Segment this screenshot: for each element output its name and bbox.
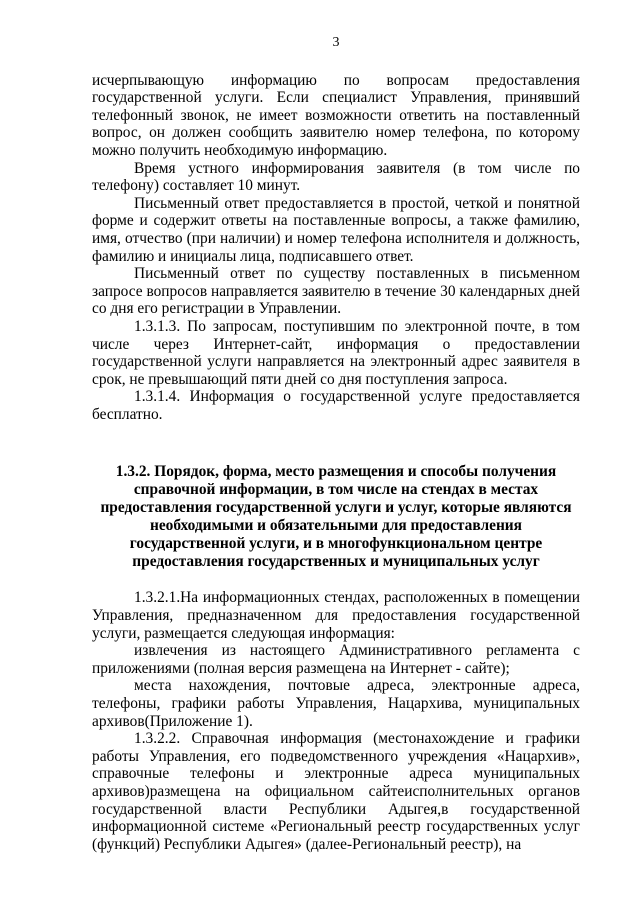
paragraph: 1.3.2.2. Справочная информация (местонахождение и графики работы Управления, его подведомственного учреждения «Нацархив», справочные телефоны и электронные адреса муниципальных архивов)размещена на официальном сайтеисполнительных органов государственной власти Республики Адыгея,в государственной информационной системе «Региональный реестр государственных услуг (функций) Республики Адыгея» (далее-Региональный реестр), на — [92, 730, 580, 853]
paragraph: Письменный ответ предоставляется в простой, четкой и понятной форме и содержит ответы на поставленные вопросы, а также фамилию, имя, отчество (при наличии) и номер телефона исполнителя и должность, фамилию и инициалы лица, подписавшего ответ. — [92, 194, 580, 265]
paragraph: извлечения из настоящего Административного регламента с приложениями (полная версия размещена на Интернет - сайте); — [92, 642, 580, 677]
paragraph: Письменный ответ по существу поставленных в письменном запросе вопросов направляется заявителю в течение 30 календарных дней со дня его регистрации в Управлении. — [92, 265, 580, 318]
paragraph: 1.3.1.4. Информация о государственной услуге предоставляется бесплатно. — [92, 388, 580, 423]
paragraph: 1.3.1.3. По запросам, поступившим по электронной почте, в том числе через Интернет-сайт, информация о предоставлении государственной услуги направляется на электронный адрес заявителя в срок, не превышающий пяти дней со дня поступления запроса. — [92, 317, 580, 388]
page-number: 3 — [332, 35, 340, 50]
paragraph: места нахождения, почтовые адреса, электронные адреса, телефоны, графики работы Управления, Нацархива, муниципальных архивов(Приложение 1). — [92, 677, 580, 730]
section-spacer — [92, 423, 580, 463]
paragraph: Время устного информирования заявителя (в том числе по телефону) составляет 10 минут. — [92, 159, 580, 195]
section-heading: 1.3.2. Порядок, форма, место размещения и способы получения справочной информации, в том числе на стендах в местах предоставления государственной услуги и услуг, которые являются необходимыми и обязательными для предоставления государственной услуги, и в многофункциональном центре предоставления государственных и муниципальных услуг — [100, 463, 572, 571]
paragraph: исчерпывающую информацию по вопросам предоставления государственной услуги. Если специалист Управления, принявший телефонный звонок, не имеет возможности ответить на поставленный вопрос, он должен сообщить заявителю номер телефона, по которому можно получить необходимую информацию. — [92, 71, 580, 159]
paragraph: 1.3.2.1.На информационных стендах, расположенных в помещении Управления, предназначенном для предоставления государственной услуги, размещается следующая информация: — [92, 589, 580, 642]
